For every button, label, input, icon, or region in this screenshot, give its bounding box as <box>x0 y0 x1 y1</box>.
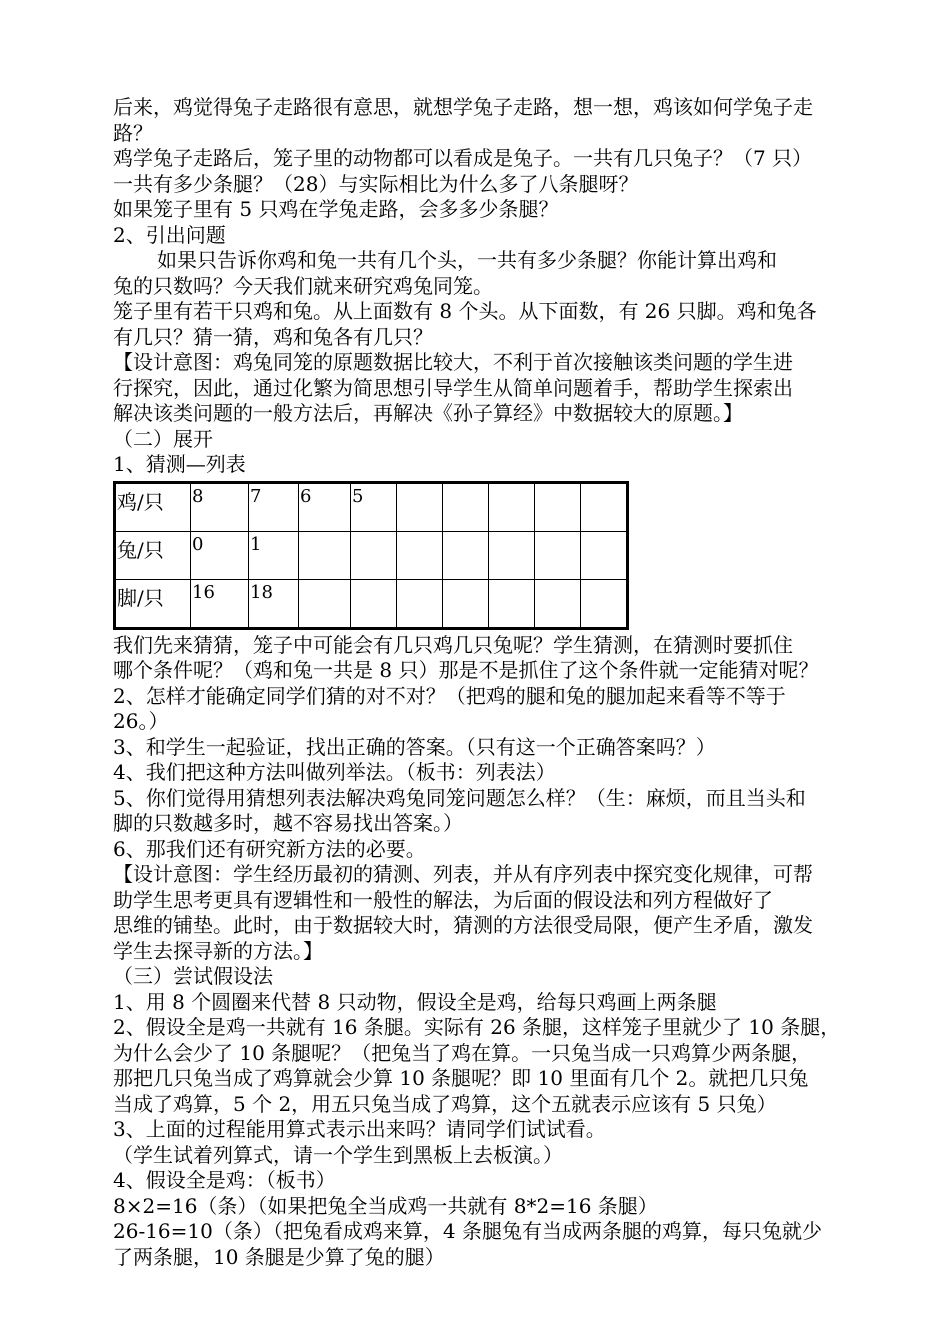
text-line: 思维的铺垫。此时，由于数据较大时，猜测的方法很受局限，便产生矛盾，激发 <box>113 913 813 937</box>
table-cell <box>443 482 489 531</box>
text-line: 6、那我们还有研究新方法的必要。 <box>113 836 426 861</box>
table-cell <box>581 579 628 628</box>
text-line: （学生试着列算式，请一个学生到黑板上去板演。） <box>113 1142 563 1167</box>
text-line: 助学生思考更具有逻辑性和一般性的解法，为后面的假设法和列方程做好了 <box>113 887 773 912</box>
table-cell <box>535 579 581 628</box>
table-cell <box>443 579 489 628</box>
guess-table <box>113 481 629 630</box>
text-line: 为什么会少了 10 条腿呢？（把兔当了鸡在算。一只兔当成一只鸡算少两条腿， <box>113 1040 812 1065</box>
text-line: 学生去探寻新的方法。】 <box>113 938 323 963</box>
text-line: 有几只？猜一猜，鸡和兔各有几只？ <box>113 324 433 349</box>
text-line: 8×2=16（条）（如果把兔全当成鸡一共就有 8*2=16 条腿） <box>113 1193 658 1218</box>
text-line: 路？ <box>113 120 153 145</box>
table-cell: 0 <box>191 531 249 579</box>
text-line: 4、我们把这种方法叫做列举法。（板书：列表法） <box>113 760 556 784</box>
text-line: 解决该类问题的一般方法后，再解决《孙子算经》中数据较大的原题。】 <box>113 401 743 425</box>
text-line: 那把几只兔当成了鸡算就会少算 10 条腿呢？即 10 里面有几个 2。就把几只兔 <box>113 1066 809 1090</box>
table-cell: 18 <box>249 579 299 628</box>
text-line: 26-16=10（条）（把兔看成鸡来算，4 条腿兔有当成两条腿的鸡算，每只兔就少 <box>113 1219 822 1243</box>
text-line: 鸡学兔子走路后，笼子里的动物都可以看成是兔子。一共有几只兔子？（7 只） <box>113 146 813 170</box>
table-cell: 8 <box>191 482 249 531</box>
table-cell: 16 <box>191 579 249 628</box>
table-row <box>115 482 628 531</box>
table-cell <box>581 482 628 531</box>
table-cell <box>397 482 443 531</box>
text-line: 5、你们觉得用猜想列表法解决鸡兔同笼问题怎么样？（生：麻烦，而且当头和 <box>113 785 806 810</box>
table-cell: 1 <box>249 531 299 579</box>
table-cell <box>535 531 581 579</box>
table-cell <box>351 531 397 579</box>
text-line: 【设计意图：学生经历最初的猜测、列表，并从有序列表中探究变化规律，可帮 <box>113 862 813 886</box>
row-label: 脚/只 <box>115 579 191 628</box>
text-line: 3、和学生一起验证，找出正确的答案。（只有这一个正确答案吗？） <box>113 734 716 759</box>
text-line: 3、上面的过程能用算式表示出来吗？请同学们试试看。 <box>113 1117 606 1141</box>
text-line: 2、怎样才能确定同学们猜的对不对？（把鸡的腿和兔的腿加起来看等不等于 <box>113 683 786 708</box>
row-label: 鸡/只 <box>115 482 191 531</box>
text-line: 如果笼子里有 5 只鸡在学兔走路，会多多少条腿？ <box>113 197 559 221</box>
text-line: （二）展开 <box>113 426 213 451</box>
problem-section <box>113 274 883 478</box>
table-cell <box>581 531 628 579</box>
text-line: 脚的只数越多时，越不容易找出答案。） <box>113 811 463 835</box>
text-line: 2、引出问题 <box>113 222 226 247</box>
table-cell <box>489 482 535 531</box>
table-cell: 6 <box>299 482 351 531</box>
row-label: 兔/只 <box>115 531 191 579</box>
text-line: 【设计意图：鸡兔同笼的原题数据比较大，不利于首次接触该类问题的学生进 <box>113 350 793 374</box>
text-line: 兔的只数吗？今天我们就来研究鸡兔同笼。 <box>113 273 493 298</box>
table-cell: 7 <box>249 482 299 531</box>
text-line: 我们先来猜猜，笼子中可能会有几只鸡几只兔呢？学生猜测，在猜测时要抓住 <box>113 632 793 657</box>
text-line: 哪个条件呢？（鸡和兔一共是 8 只）那是不是抓住了这个条件就一定能猜对呢？ <box>113 658 819 682</box>
table-cell <box>397 531 443 579</box>
table-cell <box>397 579 443 628</box>
table-cell: 5 <box>351 482 397 531</box>
text-line: 当成了鸡算，5 个 2，用五只兔当成了鸡算，这个五就表示应该有 5 只兔） <box>113 1091 777 1116</box>
text-line: （三）尝试假设法 <box>113 964 273 988</box>
text-line: 行探究，因此，通过化繁为简思想引导学生从简单问题着手，帮助学生探索出 <box>113 375 793 400</box>
intro-section <box>113 95 883 248</box>
text-line: 后来，鸡觉得兔子走路很有意思，就想学兔子走路，想一想，鸡该如何学兔子走 <box>113 95 813 119</box>
table-cell <box>443 531 489 579</box>
table-cell <box>299 531 351 579</box>
method-section <box>113 633 883 1271</box>
text-line: 1、猜测—列表 <box>113 452 246 476</box>
text-line: 笼子里有若干只鸡和兔。从上面数有 8 个头。从下面数，有 26 只脚。鸡和兔各 <box>113 299 817 323</box>
text-line: 1、用 8 个圆圈来代替 8 只动物，假设全是鸡，给每只鸡画上两条腿 <box>113 989 717 1014</box>
paragraph-indented-line: 如果只告诉你鸡和兔一共有几个头，一共有多少条腿？你能计算出鸡和 <box>157 248 777 272</box>
text-line: 了两条腿，10 条腿是少算了兔的腿） <box>113 1244 445 1269</box>
table-row <box>115 579 628 628</box>
table-cell <box>351 579 397 628</box>
table-cell <box>299 579 351 628</box>
document-page <box>113 95 883 1270</box>
table-cell <box>489 579 535 628</box>
text-line: 4、假设全是鸡：（板书） <box>113 1168 336 1192</box>
table-cell <box>489 531 535 579</box>
table-row <box>115 531 628 579</box>
text-line: 一共有多少条腿？（28）与实际相比为什么多了八条腿呀？ <box>113 171 639 196</box>
text-line: 2、假设全是鸡一共就有 16 条腿。实际有 26 条腿，这样笼子里就少了 10 条腿， <box>113 1015 841 1039</box>
table-cell <box>535 482 581 531</box>
text-line: 26。） <box>113 709 169 733</box>
